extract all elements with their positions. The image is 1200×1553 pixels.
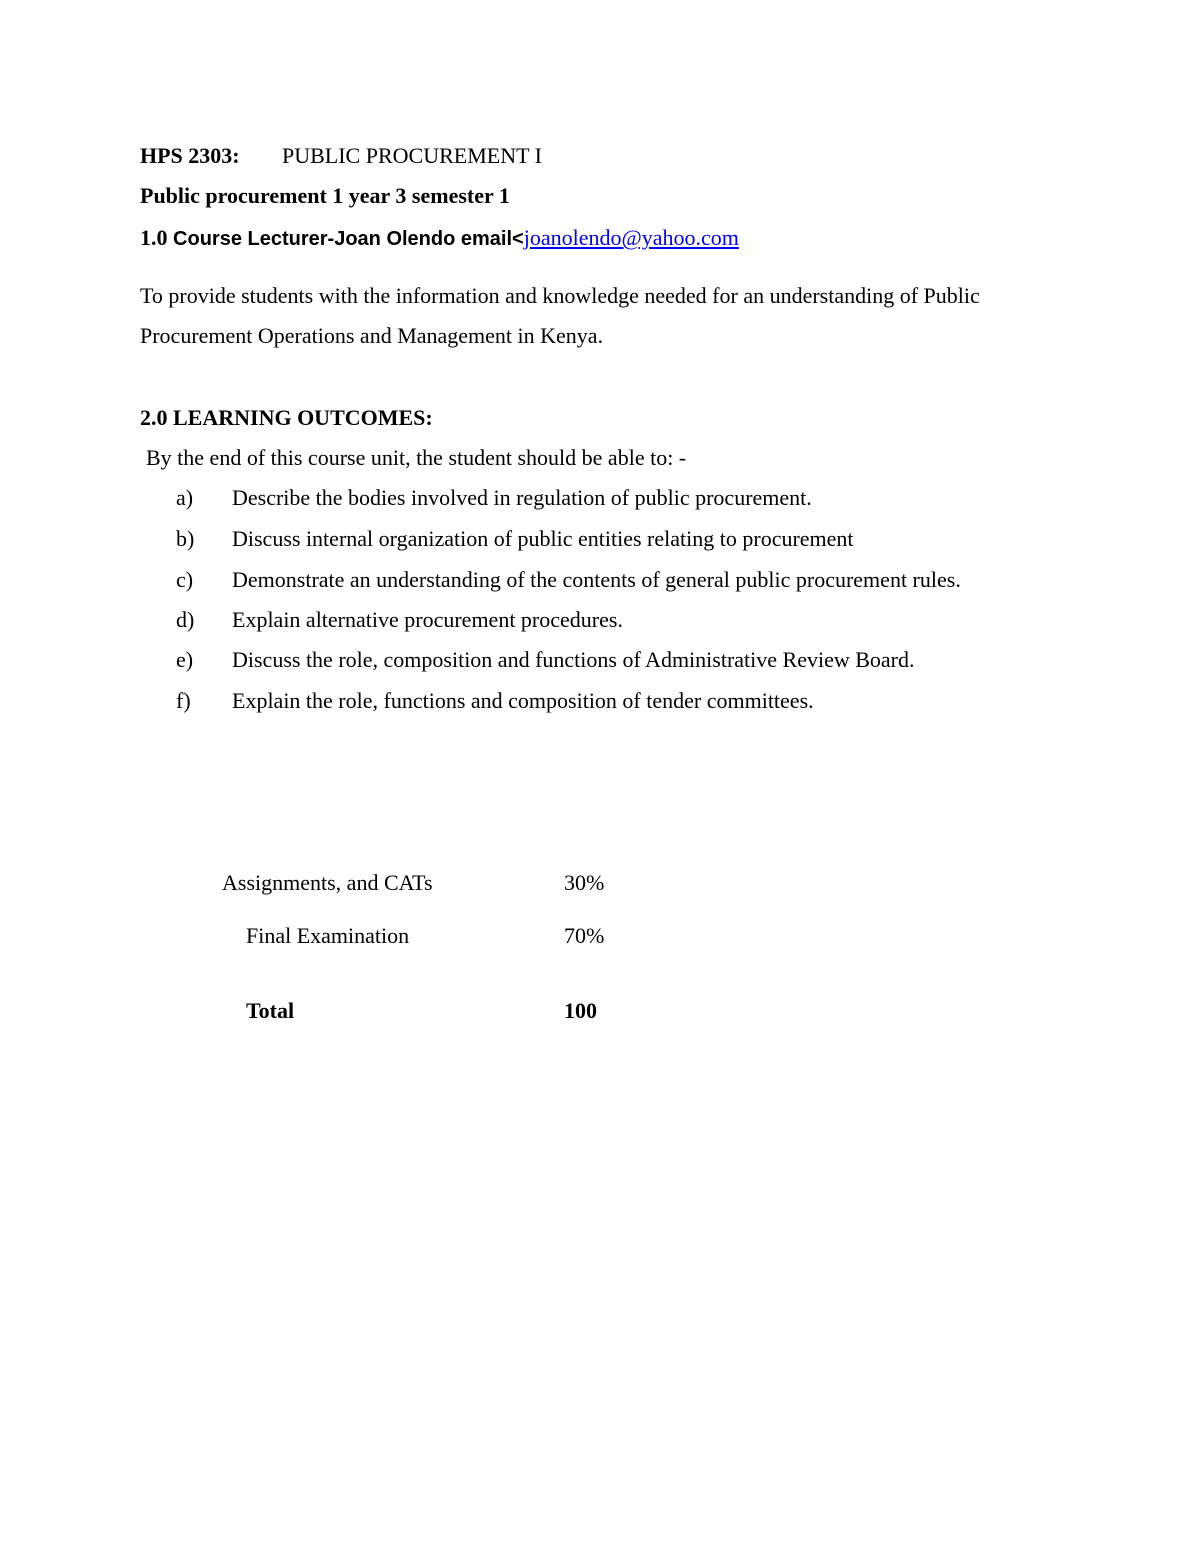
aim-line-2: Procurement Operations and Management in Kenya. bbox=[140, 323, 604, 348]
course-title: PUBLIC PROCUREMENT I bbox=[282, 143, 542, 168]
list-item-letter: e) bbox=[176, 647, 194, 672]
list-item-letter: f) bbox=[176, 688, 191, 713]
aim-line-1: To provide students with the information and knowledge needed for an understanding of Public bbox=[140, 283, 980, 308]
list-item-text: Describe the bodies involved in regulation of public procurement. bbox=[232, 485, 812, 510]
outcomes-intro: By the end of this course unit, the student should be able to: - bbox=[146, 445, 687, 470]
assessment-label: Final Examination bbox=[246, 923, 410, 948]
course-code: HPS 2303: bbox=[140, 143, 240, 168]
lecturer-email-link[interactable]: joanolendo@yahoo.com bbox=[523, 225, 739, 250]
list-item-letter: a) bbox=[176, 485, 194, 510]
list-item-text: Discuss the role, composition and functions of Administrative Review Board. bbox=[232, 647, 915, 672]
course-subtitle: Public procurement 1 year 3 semester 1 bbox=[140, 183, 510, 208]
lecturer-line bbox=[140, 224, 739, 253]
list-item-letter: c) bbox=[176, 567, 194, 592]
list-item-letter: b) bbox=[176, 526, 195, 551]
lecturer-section-number: 1.0 bbox=[140, 225, 168, 250]
assessment-value: 70% bbox=[564, 923, 605, 948]
assessment-value: 30% bbox=[564, 870, 605, 895]
list-item-text: Demonstrate an understanding of the contents of general public procurement rules. bbox=[232, 567, 961, 592]
list-item-text: Explain alternative procurement procedures. bbox=[232, 607, 623, 632]
assessment-total-label: Total bbox=[246, 998, 295, 1023]
lecturer-label: Course Lecturer-Joan Olendo email< bbox=[167, 228, 524, 250]
outcomes-heading: 2.0 LEARNING OUTCOMES: bbox=[140, 405, 433, 430]
list-item-text: Explain the role, functions and composition of tender committees. bbox=[232, 688, 814, 713]
assessment-label: Assignments, and CATs bbox=[222, 870, 433, 895]
list-item-text: Discuss internal organization of public entities relating to procurement bbox=[232, 526, 854, 551]
list-item-letter: d) bbox=[176, 607, 195, 632]
assessment-total-value: 100 bbox=[564, 998, 597, 1023]
